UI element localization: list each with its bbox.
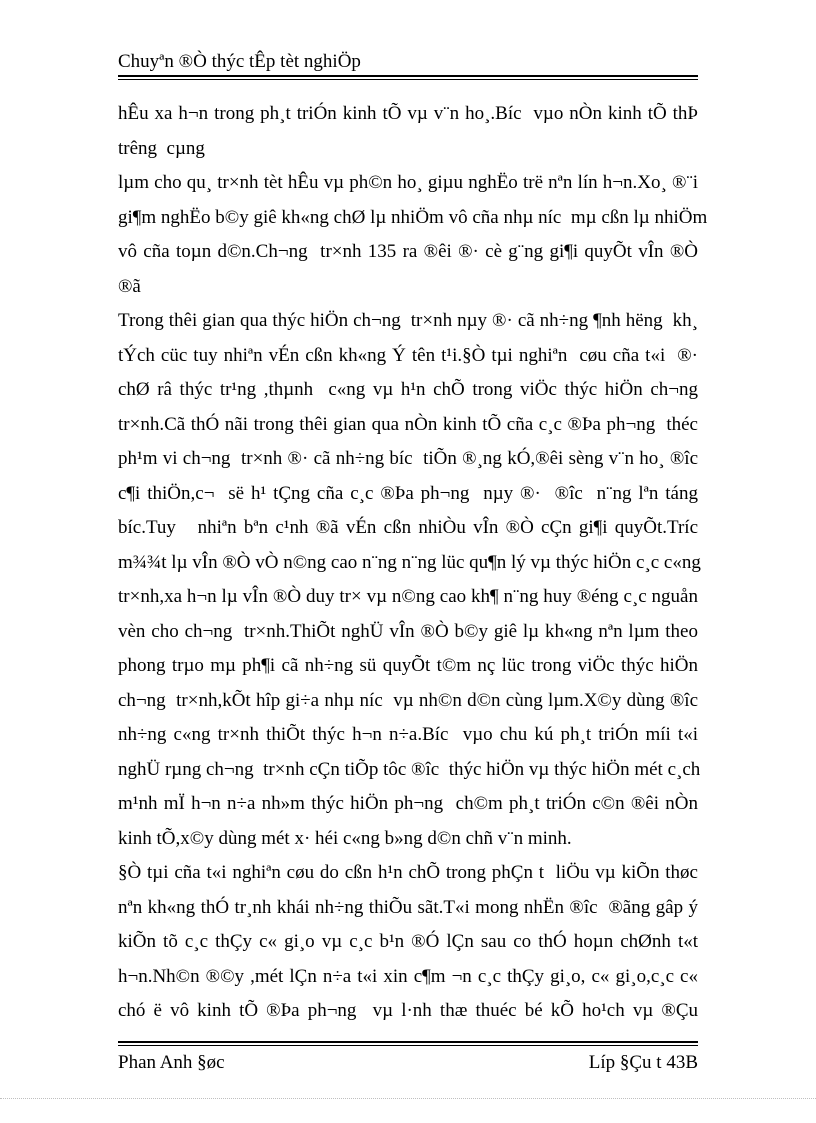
- text-line: ch¬ng tr×nh,kÕt hîp gi÷a nhµ níc vµ nh©n d©n cùng lµm.X©y dùng ®îc: [118, 689, 698, 711]
- text-line: ph¹m vi ch¬ng tr×nh ®· cã nh÷ng bíc tiÕn ®¸ng kÓ,®êi sèng v¨n ho¸ ®îc: [118, 448, 698, 469]
- footer-class: Líp §Çu t 43B: [588, 1052, 698, 1073]
- text-line: gi¶m nghËo b©y giê kh«ng chØ lµ nhiÖm vô cña nhµ níc mµ cßn lµ nhiÖm: [118, 206, 708, 228]
- text-line: §Ò tµi cña t«i nghiªn cøu do cßn h¹n chÕ trong phÇn t liÖu vµ kiÕn thøc: [118, 862, 698, 883]
- text-line: phong trµo mµ ph¶i cã nh÷ng sü quyÕt t©m nç lüc trong viÖc thýc hiÖn: [118, 655, 698, 676]
- text-line: hÊu xa h¬n trong ph¸t triÓn kinh tÕ vµ v¨n ho¸.Bíc vµo nÒn kinh tÕ thÞ: [118, 103, 698, 124]
- header-rule-thick: [118, 75, 698, 77]
- footer-rule-thin: [118, 1045, 698, 1046]
- text-line: nªn kh«ng thÓ tr¸nh khái nh÷ng thiÕu sãt.T«i mong nhËn ®îc ®ãng gâp ý: [118, 896, 698, 918]
- text-line: tr×nh,xa h¬n lµ vÎn ®Ò duy tr× vµ n©ng cao kh¶ n¨ng huy ®éng c¸c nguån: [118, 586, 698, 607]
- text-line: trêng cµng: [118, 137, 205, 159]
- text-line: bíc.Tuy nhiªn bªn c¹nh ®ã vÉn cßn nhiÒu vÎn ®Ò cÇn gi¶i quyÕt.Tríc: [118, 517, 698, 538]
- text-line: tr×nh.Cã thÓ nãi trong thêi gian qua nÒn kinh tÕ cña c¸c ®Þa ph¬ng théc: [118, 413, 698, 435]
- text-line: kinh tÕ,x©y dùng mét x· héi c«ng b»ng d©n chñ v¨n minh.: [118, 827, 572, 849]
- text-line: m¹nh mÏ h¬n n÷a nh»m thýc hiÖn ph¬ng ch©m ph¸t triÓn c©n ®êi nÒn: [118, 793, 698, 814]
- text-line: Trong thêi gian qua thýc hiÖn ch¬ng tr×nh nµy ®· cã nh÷ng ¶nh hëng kh¸: [118, 310, 698, 331]
- text-line: vèn cho ch¬ng tr×nh.ThiÕt nghÜ vÎn ®Ò b©y giê lµ kh«ng nªn lµm theo: [118, 620, 698, 642]
- page-bottom-edge: [0, 1098, 816, 1099]
- text-line: nh÷ng c«ng tr×nh thiÕt thýc h¬n n÷a.Bíc vµo chu kú ph¸t triÓn míi t«i: [118, 724, 698, 745]
- text-line: nghÜ rµng ch¬ng tr×nh cÇn tiÕp tôc ®îc thýc hiÖn vµ thýc hiÖn mét c¸ch: [118, 758, 701, 780]
- page-header-title: Chuyªn ®Ò thýc tÊp tèt nghiÖp: [118, 51, 361, 72]
- text-line: chó ë vô kinh tÕ ®Þa ph¬ng vµ l·nh thæ thuéc bé kÕ ho¹ch vµ ®Çu: [118, 1000, 698, 1021]
- text-line: lµm cho qu¸ tr×nh tèt hÊu vµ ph©n ho¸ giµu nghËo trë nªn lín h¬n.Xo¸ ®¨i: [118, 172, 698, 193]
- text-line: h¬n.Nh©n ®©y ,mét lÇn n÷a t«i xin c¶m ¬n c¸c thÇy gi¸o, c« gi¸o,c¸c c«: [118, 965, 698, 987]
- footer-author: Phan Anh §øc: [118, 1052, 225, 1073]
- footer-rule-thick: [118, 1041, 698, 1043]
- header-rule-thin: [118, 79, 698, 80]
- text-line: ®ã: [118, 275, 141, 297]
- text-line: chØ râ thýc tr¹ng ,thµnh c«ng vµ h¹n chÕ trong viÖc thýc hiÖn ch¬ng: [118, 379, 698, 400]
- text-line: kiÕn tõ c¸c thÇy c« gi¸o vµ c¸c b¹n ®Ó lÇn sau co thÓ hoµn chØnh t«t: [118, 931, 698, 952]
- body-text: [118, 97, 708, 1029]
- text-line: vô cña toµn d©n.Ch¬ng tr×nh 135 ra ®êi ®· cè g¨ng gi¶i quyÕt vÎn ®Ò: [118, 241, 698, 262]
- text-line: c¶i thiÖn,c¬ së h¹ tÇng cña c¸c ®Þa ph¬ng nµy ®· ®îc n¨ng lªn táng: [118, 482, 698, 504]
- text-line: m¾¾t lµ vÎn ®Ò vÒ n©ng cao n¨ng n¨ng lüc qu¶n lý vµ thýc hiÖn c¸c c«ng: [118, 551, 701, 573]
- text-line: tÝch cüc tuy nhiªn vÉn cßn kh«ng Ý tên t¹i.§Ò tµi nghiªn cøu cña t«i ®·: [118, 344, 698, 366]
